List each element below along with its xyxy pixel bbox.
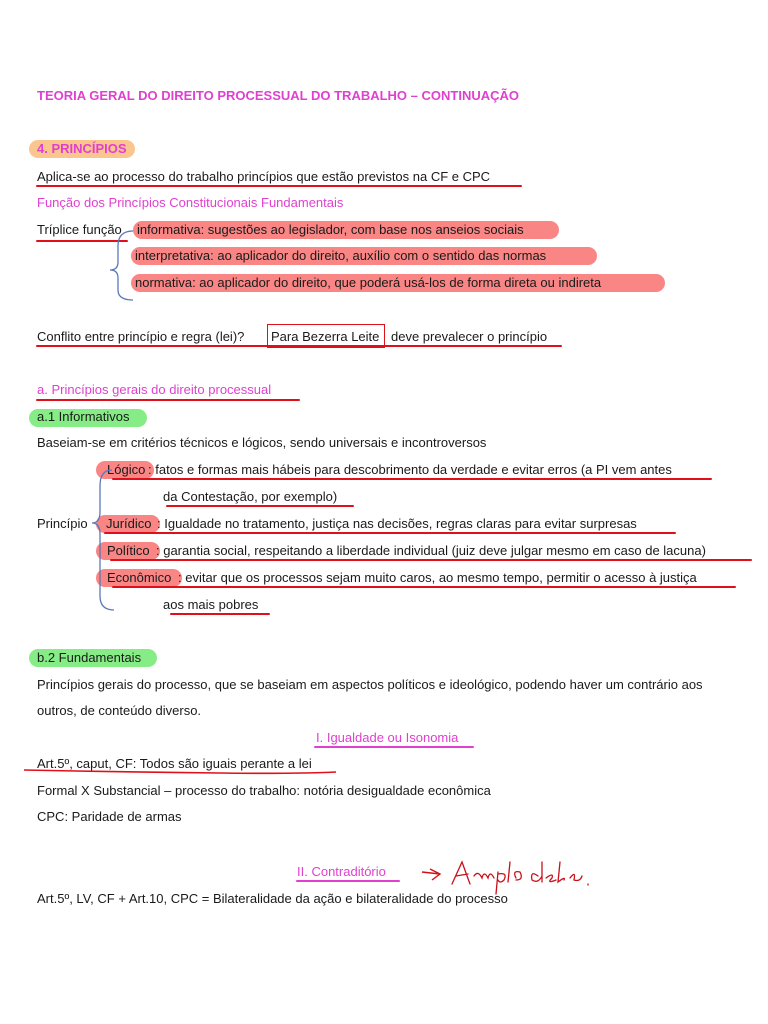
principle-logico-term: Lógico <box>107 462 146 477</box>
brace-icon <box>92 470 114 610</box>
document-title: TEORIA GERAL DO DIREITO PROCESSUAL DO TRABALHO – CONTINUAÇÃO <box>37 88 519 103</box>
principle-economico-cont: aos mais pobres <box>163 597 259 612</box>
principle-economico-text: : evitar que os processos sejam muito caros, ao mesmo tempo, permitir o acesso à justiça <box>178 570 697 585</box>
section-4-heading: 4. PRINCÍPIOS <box>37 141 127 156</box>
b2-intro-line2: outros, de conteúdo diverso. <box>37 703 202 718</box>
sub1-line-1: Art.5º, caput, CF: Todos são iguais perante a lei <box>37 756 312 771</box>
wavy-underline <box>24 770 336 773</box>
function-informativa: informativa: sugestões ao legislador, com base nos anseios sociais <box>137 222 524 237</box>
principle-logico-text: : fatos e formas mais hábeis para descobrimento da verdade e evitar erros (a PI vem antes <box>148 462 672 477</box>
principle-juridico-text: : Igualdade no tratamento, justiça nas decisões, regras claras para evitar surpresas <box>157 516 637 531</box>
handwritten-note <box>452 862 588 894</box>
a1-heading: a.1 Informativos <box>37 409 130 424</box>
conflict-question: Conflito entre princípio e regra (lei)? <box>37 329 245 344</box>
section-a-heading: a. Princípios gerais do direito processual <box>37 382 272 397</box>
principle-politico-term: Político <box>107 543 150 558</box>
b2-intro-line1: Princípios gerais do processo, que se baseiam em aspectos políticos e ideológico, podendo haver um contrário aos <box>37 677 703 692</box>
sub1-heading: I. Igualdade ou Isonomia <box>316 730 459 745</box>
sub2-line-1: Art.5º, LV, CF + Art.10, CPC = Bilateralidade da ação e bilateralidade do processo <box>37 891 508 906</box>
principle-economico-term: Econômico <box>107 570 172 585</box>
function-interpretativa: interpretativa: ao aplicador do direito, auxílio com o sentido das normas <box>135 248 547 263</box>
triplice-label: Tríplice função <box>37 222 122 237</box>
function-normativa: normativa: ao aplicador do direito, que poderá usá-los de forma direta ou indireta <box>135 275 602 290</box>
sub1-line-3: CPC: Paridade de armas <box>37 809 182 824</box>
arrow-icon <box>422 869 440 880</box>
principle-juridico-term: Jurídico <box>106 516 152 531</box>
sub1-line-2: Formal X Substancial – processo do trabalho: notória desigualdade econômica <box>37 783 491 798</box>
section-4-subheading: Função dos Princípios Constitucionais Fundamentais <box>37 195 344 210</box>
section-4-intro: Aplica-se ao processo do trabalho princípios que estão previstos na CF e CPC <box>37 169 491 184</box>
principle-politico-text: : garantia social, respeitando a liberdade individual (juiz deve julgar mesmo em caso de lacuna) <box>156 543 706 558</box>
brace-icon <box>110 231 133 300</box>
principle-logico-cont: da Contestação, por exemplo) <box>163 489 338 504</box>
principio-label: Princípio <box>37 516 88 531</box>
sub2-heading: II. Contraditório <box>297 864 386 879</box>
a1-intro: Baseiam-se em critérios técnicos e lógicos, sendo universais e incontroversos <box>37 435 487 450</box>
conflict-answer: deve prevalecer o princípio <box>391 329 548 344</box>
b2-heading: b.2 Fundamentais <box>37 650 142 665</box>
conflict-author: Para Bezerra Leite <box>271 329 380 344</box>
